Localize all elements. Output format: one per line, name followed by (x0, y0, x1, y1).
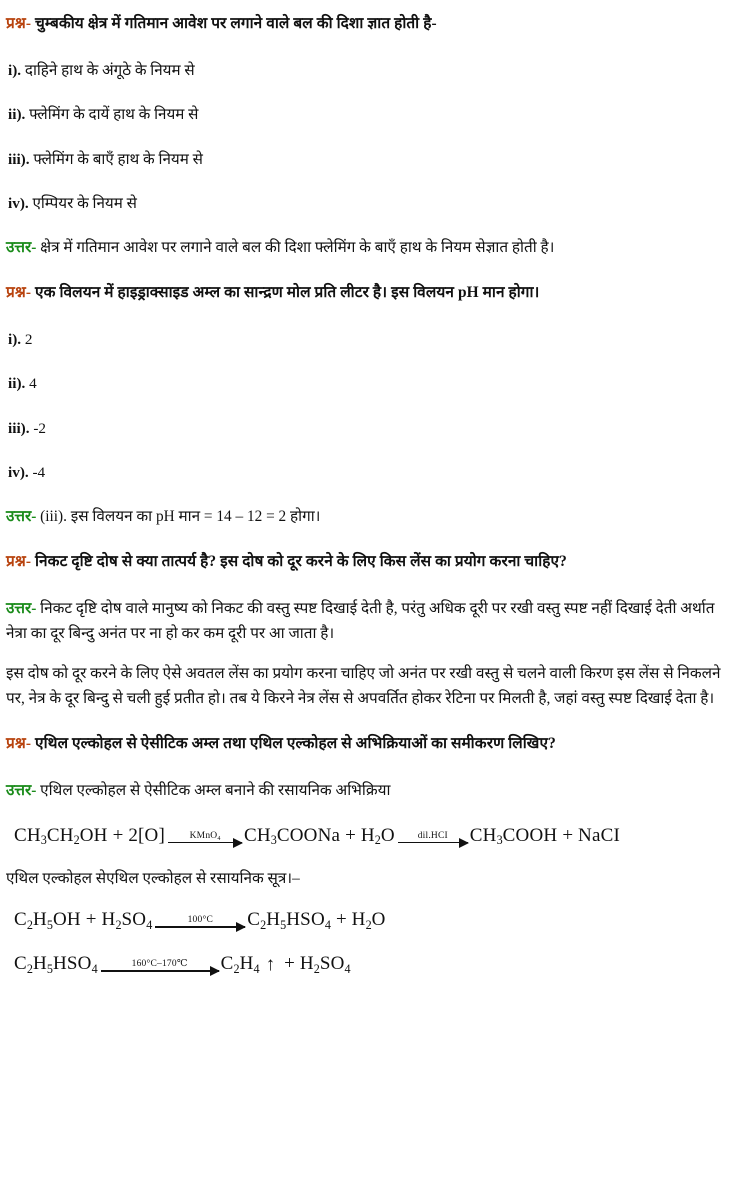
eq2-product-2: $H_2O$ (351, 909, 386, 932)
question-line-4 (6, 732, 726, 757)
spacer (6, 932, 726, 952)
eq1-product-3: $CH_3COOH$ (469, 824, 558, 848)
eq3-condition: 160°C–170℃ (131, 959, 188, 970)
eq1-reactant-2: 2[O] (128, 824, 165, 846)
spacer (6, 43, 726, 59)
spacer (6, 261, 726, 281)
answer-label: उत्तर- (6, 599, 37, 617)
answer-line-1 (6, 236, 726, 261)
eq1-reactant-1: $CH_3CH_2OH$ (14, 824, 108, 848)
spacer (6, 763, 726, 779)
qa-item-4 (6, 732, 726, 757)
answer-text-2: (iii). इस विलयन का pH मान = 14 – 12 = 2 होगा। (40, 508, 321, 526)
answer-label: उत्तर- (6, 239, 37, 257)
eq3-reactant-1: $C_2H_5HSO_4$ (14, 952, 98, 976)
answer-text-4: एथिल एल्कोहल से ऐसीटिक अम्ल बनाने की रसायनिक अभिक्रिया (40, 781, 391, 799)
question-text-4: एथिल एल्कोहल से ऐसीटिक अम्ल तथा एथिल एल्कोहल से अभिक्रियाओं का समीकरण लिखिए? (35, 734, 556, 752)
spacer (6, 83, 726, 103)
chemical-equation-1 (6, 824, 726, 848)
eq2-plus-2: + (335, 909, 347, 931)
spacer (6, 892, 726, 908)
chemical-equation-2 (6, 908, 726, 932)
option-number: iii). (8, 419, 30, 437)
qa-item-3 (6, 550, 726, 575)
eq1-reaction-arrow-1 (168, 830, 242, 848)
arrow-shaft-icon (155, 926, 245, 928)
question-text-1: चुम्बकीय क्षेत्र में गतिमान आवेश पर लगाने वाले बल की दिशा ज्ञात होती है- (35, 15, 437, 32)
eq1-condition-1: KMnO$_4$ (189, 830, 221, 842)
answer-paragraph-3b: इस दोष को दूर करने के लिए ऐसे अवतल लेंस का प्रयोग करना चाहिए जो अनंत पर रखी वस्तु से चलने वाली किरण इस लेंस से निकलने पर, नेत्र के दूर बिन्दु से चली हुई प्रतीत हो। तब ये किरने नेत्र लेंस से अपवर्तित होकर रेटिना पर मिलती है, जहां वस्तु स्पष्ट दिखाई देता है। (6, 665, 721, 708)
eq2-reactant-1: $C_2H_5OH$ (14, 909, 81, 932)
arrow-shaft-icon (168, 842, 242, 844)
option-2-iv (8, 461, 726, 485)
eq1-plus-3: + (562, 824, 574, 846)
arrow-shaft-icon (398, 842, 468, 844)
question-line-2 (6, 281, 726, 306)
spacer (6, 847, 726, 867)
option-number: iii). (8, 150, 30, 168)
option-text: -2 (33, 419, 46, 437)
answer-text-1: क्षेत्र में गतिमान आवेश पर लगाने वाले बल की दिशा फ्लेमिंग के बाएँ हाथ के नियम सेज्ञात होती है। (40, 239, 555, 257)
option-text: दाहिने हाथ के अंगूठे के नियम से (24, 61, 195, 79)
question-line-3 (6, 550, 726, 575)
gas-evolution-arrow-icon: ↑ (265, 953, 276, 975)
eq1-product-2: $H_2O$ (360, 824, 395, 848)
option-number: ii). (8, 375, 26, 393)
option-1-iv (8, 192, 726, 216)
option-number: iv). (8, 194, 29, 212)
answer-line-3 (6, 597, 726, 647)
spacer (6, 172, 726, 192)
spacer (6, 646, 726, 662)
arrow-shaft-icon (101, 970, 219, 972)
spacer (6, 581, 726, 597)
qa-item-2 (6, 281, 726, 306)
spacer (6, 485, 726, 505)
option-text: फ्लेमिंग के दायें हाथ के नियम से (29, 106, 199, 124)
spacer (6, 712, 726, 732)
option-text: 2 (24, 330, 33, 348)
answer-text-3: निकट दृष्टि दोष वाले मानुष्य को निकट की वस्तु स्पष्ट दिखाई देती है, परंतु अधिक दूरी पर रखी वस्तु स्पष्ट नहीं दिखाई देती अर्थात नेत्रा का दूर बिन्दु अनंत पर ना हो कर कम दूरी पर आ जाता है। (6, 599, 715, 642)
question-label: प्रश्न- (6, 283, 32, 301)
eq2-plus-1: + (85, 909, 97, 931)
question-label: प्रश्न- (6, 15, 32, 32)
option-2-ii (8, 372, 726, 396)
eq2-reactant-2: $H_2SO_4$ (101, 909, 153, 932)
option-number: iv). (8, 463, 29, 481)
eq1-product-1: $CH_3COONa$ (244, 824, 341, 848)
eq1-product-4: NaCI (578, 824, 620, 846)
qa-item-1 (6, 12, 726, 37)
option-2-iii (8, 417, 726, 441)
question-text-2: एक विलयन में हाइड्राक्साइड अम्ल का सान्द्रण मोल प्रति लीटर है। इस विलयन pH मान होगा। (35, 283, 540, 301)
option-text: एम्पियर के नियम से (32, 194, 137, 212)
spacer (6, 397, 726, 417)
answer-label: उत्तर- (6, 508, 37, 526)
option-2-i (8, 328, 726, 352)
option-text: -4 (32, 463, 46, 481)
spacer (6, 216, 726, 236)
answer-line-4 (6, 779, 726, 804)
eq2-condition: 100°C (187, 915, 213, 926)
question-label: प्रश्न- (6, 552, 32, 570)
spacer (6, 530, 726, 550)
answer-line-2 (6, 505, 726, 530)
question-label: प्रश्न- (6, 734, 32, 752)
eq1-plus-1: + (112, 824, 124, 846)
chemical-equation-3 (6, 952, 726, 976)
answer-label: उत्तर- (6, 781, 37, 799)
option-text: फ्लेमिंग के बाएँ हाथ के नियम से (33, 150, 203, 168)
option-1-i (8, 59, 726, 83)
option-text: 4 (29, 375, 37, 393)
eq1-reaction-arrow-2 (398, 830, 468, 848)
spacer (6, 441, 726, 461)
eq1-plus-2: + (345, 824, 356, 846)
eq1-condition-2: dil.HCI (417, 830, 448, 841)
eq3-product-2: $H_2SO_4$ (299, 952, 351, 976)
spacer (6, 312, 726, 328)
option-1-iii (8, 148, 726, 172)
option-number: i). (8, 330, 22, 348)
spacer (6, 128, 726, 148)
note-line-4: एथिल एल्कोहल सेएथिल एल्कोहल से रसायनिक सूत्र।– (6, 870, 300, 888)
spacer (6, 352, 726, 372)
eq3-product-1: $C_2H_4$ (220, 952, 260, 976)
option-number: ii). (8, 106, 26, 124)
eq3-reaction-arrow (101, 959, 219, 976)
option-1-ii (8, 103, 726, 127)
option-number: i). (8, 61, 22, 79)
question-text-3: निकट दृष्टि दोष से क्या तात्पर्य है? इस दोष को दूर करने के लिए किस लेंस का प्रयोग करना चाहिए? (35, 552, 567, 570)
eq3-plus-1: + (284, 952, 295, 974)
question-line-1 (6, 12, 726, 37)
eq2-reaction-arrow (155, 915, 245, 932)
spacer (6, 804, 726, 824)
eq2-product-1: $C_2H_5HSO_4$ (247, 909, 331, 932)
